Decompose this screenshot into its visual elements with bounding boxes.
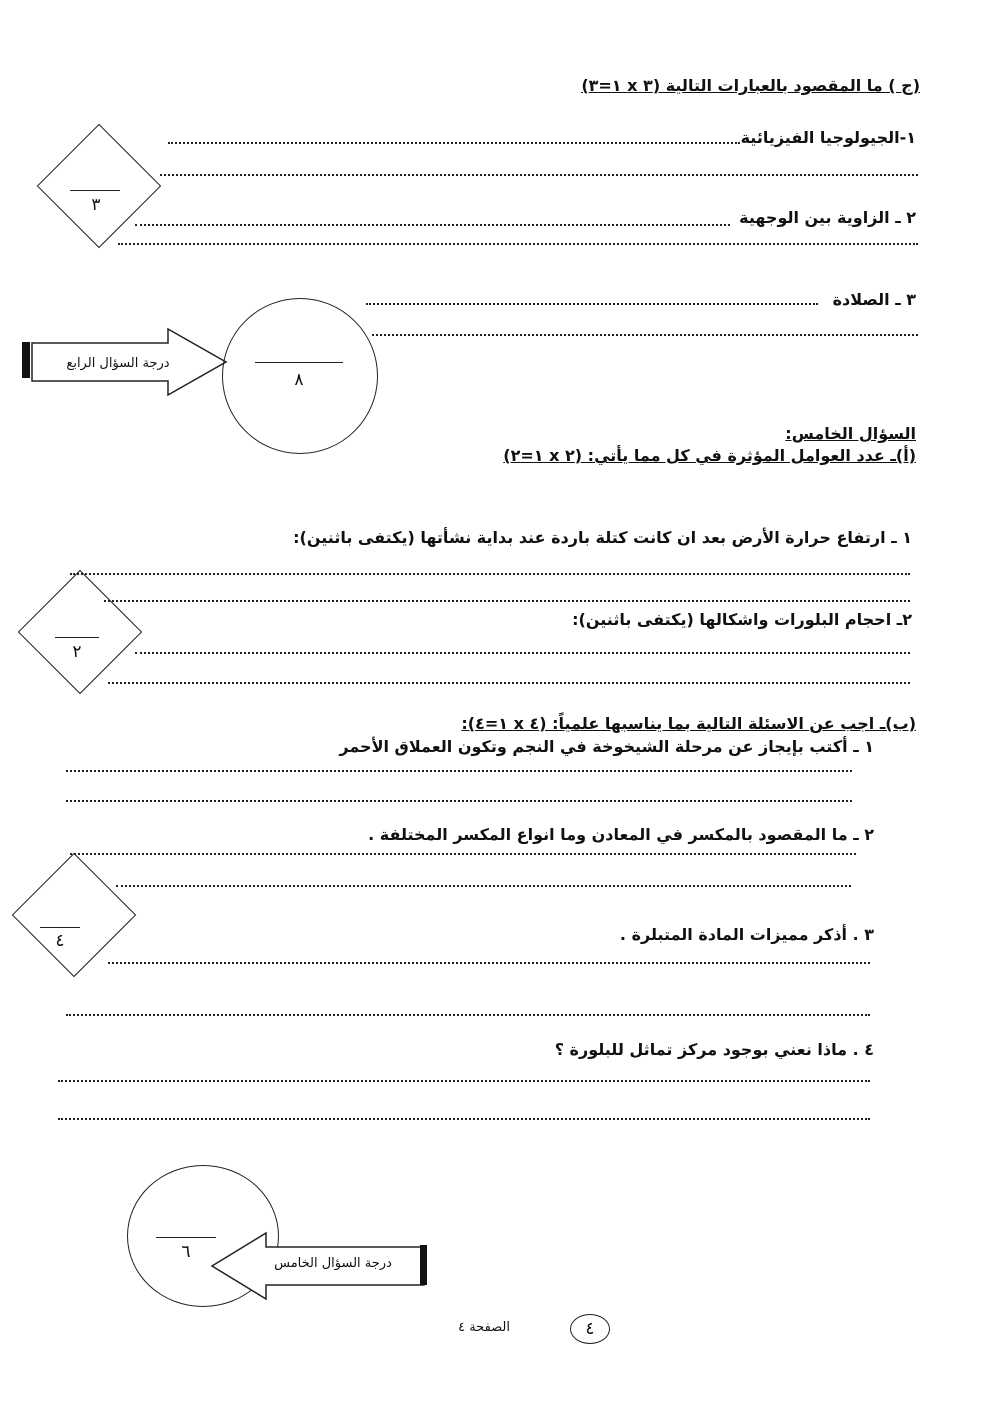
answer-line[interactable] [366, 303, 818, 305]
answer-line[interactable] [58, 1080, 870, 1082]
part-b-title: (ب)ـ اجب عن الاسئلة التالية بما يناسبها علمياً: (٤ x ١=٤): [461, 714, 916, 733]
part-a-title: (أ)ـ عدد العوامل المؤثرة في كل مما يأتي: (٢ x ١=٢) [503, 446, 916, 465]
answer-line[interactable] [160, 174, 918, 176]
part-b-item-1: ١ ـ أكتب بإيجاز عن مرحلة الشيخوخة في النجم وتكون العملاق الأحمر [339, 737, 874, 756]
answer-line[interactable] [116, 885, 851, 887]
q4-total-score: ٨ [294, 370, 304, 390]
section-c-item-2: ٢ ـ الزاوية بين الوجهية [739, 208, 916, 227]
section-c-item-3: ٣ ـ الصلادة [832, 290, 916, 309]
fraction-line [255, 362, 343, 363]
fraction-line [55, 637, 99, 638]
answer-line[interactable] [70, 573, 910, 575]
fraction-line [156, 1237, 216, 1238]
answer-line[interactable] [66, 770, 852, 772]
answer-line[interactable] [118, 243, 918, 245]
part-b-score: ٤ [55, 931, 65, 951]
part-a-item-2: ٢ـ احجام البلورات واشكالها (يكتفى باثنين): [572, 610, 912, 629]
part-b-item-4: ٤ . ماذا نعني بوجود مركز تماثل للبلورة ؟ [554, 1040, 874, 1059]
answer-line[interactable] [168, 142, 740, 144]
part-a-score: ٢ [72, 642, 82, 662]
section-c-score: ٣ [91, 195, 101, 215]
answer-line[interactable] [70, 853, 856, 855]
part-b-item-3: ٣ . أذكر مميزات المادة المتبلرة . [619, 925, 874, 944]
answer-line[interactable] [135, 652, 910, 654]
answer-line[interactable] [108, 962, 870, 964]
answer-line[interactable] [108, 682, 910, 684]
q5-total-label: درجة السؤال الخامس [274, 1256, 392, 1271]
q5-total-score: ٦ [181, 1242, 191, 1262]
part-a-item-1: ١ ـ ارتفاع حرارة الأرض بعد ان كانت كتلة باردة عند بداية نشأتها (يكتفى باثنين): [293, 528, 912, 547]
section-c-title: (ج ) ما المقصود بالعبارات التالية (٣ x ١=٣) [581, 76, 920, 95]
part-a-score-diamond [18, 570, 142, 694]
fraction-line [40, 927, 80, 928]
question-5-heading: السؤال الخامس: [785, 424, 916, 443]
arrow-tail-bar [420, 1245, 427, 1285]
part-b-item-2: ٢ ـ ما المقصود بالمكسر في المعادن وما انواع المكسر المختلفة . [368, 825, 874, 844]
page-number-label: الصفحة ٤ [458, 1320, 510, 1335]
fraction-line [70, 190, 120, 191]
q4-total-label: درجة السؤال الرابع [66, 356, 170, 371]
section-c-score-diamond [37, 124, 161, 248]
answer-line[interactable] [58, 1118, 870, 1120]
part-b-score-diamond [12, 853, 136, 977]
answer-line[interactable] [66, 1014, 870, 1016]
answer-line[interactable] [372, 334, 918, 336]
answer-line[interactable] [104, 600, 910, 602]
answer-line[interactable] [135, 224, 730, 226]
answer-line[interactable] [66, 800, 852, 802]
page-number-mark: ٤ [570, 1314, 610, 1344]
section-c-item-1: ١-الجيولوجيا الفيزيائية [740, 128, 916, 147]
arrow-tail-bar [22, 342, 30, 378]
